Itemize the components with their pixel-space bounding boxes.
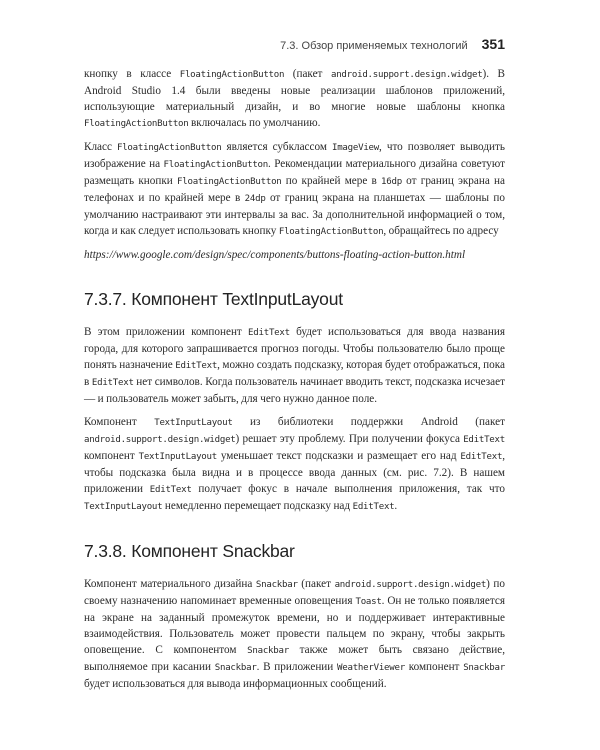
reference-url: https://www.google.com/design/spec/components/buttons-floating-action-button.html: [84, 249, 466, 261]
paragraph-fab-details: Класс FloatingActionButton является субклассом ImageView, что позволяет выводить изображение на FloatingActionButton. Рекомендации материального дизайна советуют размещать кнопки FloatingActionButton по крайней мере в 16dp от границ экрана на телефонах и по крайней мере в 24dp от границ экрана на планшетах — шаблоны по умолчанию настраивают эти интервалы за вас. За дополнительной информацией о том, когда и как следует использовать кнопку FloatingActionButton, обращайтесь по адресу: [84, 141, 505, 237]
section-running-title: 7.3. Обзор применяемых технологий: [280, 40, 468, 52]
paragraph-edittext-hint: В этом приложении компонент EditText будет использоваться для ввода названия города, для которого запрашивается прогноз погоды. Чтобы пользователю было проще понять назначение EditText, можно создать подсказку, которая будет отображаться, пока в EditText нет символов. Когда пользователь начинает вводить текст, подсказка исчезает — и пользователь может забыть, для чего нужно данное поле.: [84, 326, 505, 405]
paragraph-snackbar: Компонент материального дизайна Snackbar (пакет android.support.design.widget) по своему назначению напоминает временные оповещения Toast. Он не только появляется на экране на заданный промежуток времени, но и поддерживает интерактивные взаимодействия. Пользователь может провести пальцем по экрану, чтобы закрыть оповещение. С компонентом Snackbar также может быть связано действие, выполняемое при касании Snackbar. В приложении WeatherViewer компонент Snackbar будет использоваться для вывода информационных сообщений.: [84, 578, 506, 690]
heading-7-3-8: 7.3.8. Компонент Snackbar: [84, 541, 295, 561]
heading-7-3-7: 7.3.7. Компонент TextInputLayout: [84, 289, 343, 309]
running-header: [84, 36, 505, 52]
paragraph-fab-intro: кнопку в классе FloatingActionButton (пакет android.support.design.widget). В Android Studio 1.4 были введены новые реализации шаблонов приложений, использующие материальный дизайн, и во многие новые шаблоны кнопка FloatingActionButton включалась по умолчанию.: [84, 68, 506, 129]
paragraph-textinputlayout: Компонент TextInputLayout из библиотеки поддержки Android (пакет android.support.design.widget) решает эту проблему. При получении фокуса EditText компонент TextInputLayout уменьшает текст подсказки и размещает его над EditText, чтобы подсказка была видна и в процессе ввода данных (см. рис. 7.2). В нашем приложении EditText получает фокус в начале выполнения приложения, так что TextInputLayout немедленно перемещает подсказку над EditText.: [84, 416, 506, 512]
page-number: 351: [481, 36, 505, 52]
